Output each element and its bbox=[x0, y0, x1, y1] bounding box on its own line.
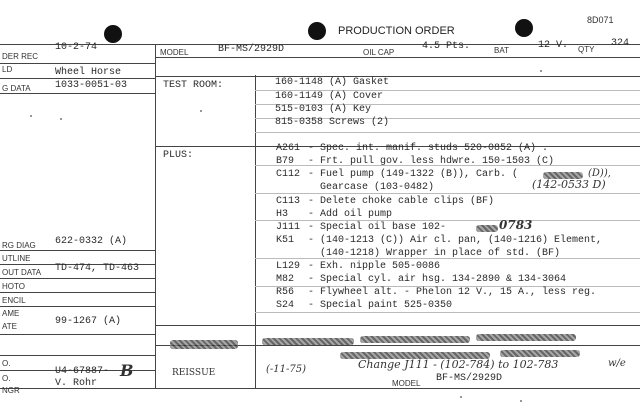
plus-item-code: C112 bbox=[276, 169, 301, 180]
left-column-divider bbox=[155, 44, 156, 388]
out-data-value: TD-474, TD-463 bbox=[55, 263, 140, 274]
left-rule-1 bbox=[0, 63, 155, 64]
out-data-label: OUT DATA bbox=[2, 268, 42, 277]
no2-handwritten-letter: B bbox=[120, 361, 134, 380]
scribbled-note bbox=[262, 338, 354, 345]
order-rec-label: DER REC bbox=[2, 52, 39, 61]
model-label: MODEL bbox=[160, 48, 189, 57]
photo-label: HOTO bbox=[2, 282, 25, 291]
no2-label: O. bbox=[2, 374, 11, 383]
form-title: PRODUCTION ORDER bbox=[338, 25, 455, 37]
plate-label: ATE bbox=[2, 322, 17, 331]
scribbled-note bbox=[500, 350, 580, 357]
punch-hole-1 bbox=[104, 25, 122, 43]
oil-cap-value: 4.5 Pts. bbox=[422, 41, 471, 52]
plus-label: PLUS: bbox=[163, 150, 194, 161]
plus-item-code: H3 bbox=[276, 209, 289, 220]
plus-item-text: - Special paint 525-0350 bbox=[308, 300, 453, 311]
qty-label: QTY bbox=[578, 45, 595, 54]
struck-out-text bbox=[476, 225, 498, 232]
plus-item-text: Gearcase (103-0482) bbox=[320, 182, 435, 193]
test-room-item: 160-1149 (A) Cover bbox=[275, 91, 384, 102]
change-note: Change J111 - (102-784) to 102-783 bbox=[358, 358, 559, 371]
rg-diag-value: 622-0332 (A) bbox=[55, 236, 128, 247]
plus-item-text: - Flywheel alt. - Phelon 12 V., 15 A., less reg. bbox=[308, 287, 597, 298]
ngr-label: NGR bbox=[2, 386, 20, 395]
oil-cap-label: OIL CAP bbox=[363, 48, 395, 57]
left-rule-4 bbox=[0, 250, 155, 251]
left-rule-7 bbox=[0, 292, 155, 293]
g-data-value: 1033-0051-03 bbox=[55, 80, 128, 91]
ld-value: Wheel Horse bbox=[55, 67, 122, 78]
left-rule-10 bbox=[0, 355, 155, 356]
plus-item-text: - Add oil pump bbox=[308, 209, 393, 220]
scribbled-signature bbox=[170, 340, 238, 349]
plus-item-text: (140-1218) Wrapper in place of std. (BF) bbox=[320, 248, 561, 259]
no2-value: U4-67887- bbox=[55, 366, 110, 377]
plus-item-text: - Spec. int. manif. studs 520-0852 (A) . bbox=[308, 143, 549, 154]
left-rule-6 bbox=[0, 278, 155, 279]
test-room-item: 160-1148 (A) Gasket bbox=[275, 77, 390, 88]
speck bbox=[60, 118, 62, 120]
row-line bbox=[255, 312, 640, 313]
model-rule bbox=[155, 57, 640, 58]
plus-item-code: M82 bbox=[276, 274, 295, 285]
ngr-value: V. Rohr bbox=[55, 378, 98, 389]
punch-hole-3 bbox=[515, 19, 533, 37]
plus-item-code: R56 bbox=[276, 287, 295, 298]
test-room-item: 515-0103 (A) Key bbox=[275, 104, 372, 115]
speck bbox=[520, 400, 522, 402]
row-line bbox=[255, 132, 640, 133]
scribbled-note bbox=[476, 334, 576, 341]
reissue-date: (-11-75) bbox=[266, 364, 307, 375]
plus-item-code: B79 bbox=[276, 156, 295, 167]
left-rule-9 bbox=[0, 334, 155, 335]
plus-item-code: C113 bbox=[276, 196, 301, 207]
plus-item-text: - Special cyl. air hsg. 134-2890 & 134-3064 bbox=[308, 274, 567, 285]
stencil-label: ENCIL bbox=[2, 296, 26, 305]
left-rule-3 bbox=[0, 93, 155, 94]
plus-item-code: J111 bbox=[276, 222, 301, 233]
speck bbox=[460, 396, 462, 398]
row-line bbox=[255, 193, 640, 194]
form-number: 8D071 bbox=[587, 15, 614, 25]
speck bbox=[540, 70, 542, 72]
plus-item-code: L129 bbox=[276, 261, 301, 272]
plus-item-code: S24 bbox=[276, 300, 295, 311]
row-rule-3 bbox=[155, 325, 640, 326]
ld-label: LD bbox=[2, 65, 13, 74]
no-label: O. bbox=[2, 359, 11, 368]
left-rule-2 bbox=[0, 78, 155, 79]
reissue-label: REISSUE bbox=[172, 368, 216, 378]
speck bbox=[30, 115, 32, 117]
oil-base-handwritten: 0783 bbox=[499, 218, 533, 232]
carb-handwritten-suffix: (D)), bbox=[588, 168, 611, 179]
test-room-label: TEST ROOM: bbox=[163, 80, 224, 91]
carb-handwritten-number: (142-0533 D) bbox=[532, 178, 606, 191]
label-column-divider bbox=[255, 75, 256, 388]
bat-value: 12 V. bbox=[538, 40, 569, 51]
punch-hole-2 bbox=[308, 22, 326, 40]
row-rule-1 bbox=[155, 76, 640, 77]
plate-value: 99-1267 (A) bbox=[55, 316, 122, 327]
footer-model-value: BF-MS/2929D bbox=[436, 373, 503, 384]
test-room-item: 815-0358 Screws (2) bbox=[275, 117, 390, 128]
model-value: BF-MS/2929D bbox=[218, 44, 285, 55]
row-line bbox=[255, 220, 640, 221]
plus-item-text: - Frt. pull gov. less hdwre. 150-1503 (C) bbox=[308, 156, 555, 167]
rg-diag-label: RG DIAG bbox=[2, 241, 36, 250]
name-label: AME bbox=[2, 309, 20, 318]
speck bbox=[200, 110, 202, 112]
plus-item-code: K51 bbox=[276, 235, 295, 246]
plus-item-text: - Fuel pump (149-1322 (B)), Carb. ( bbox=[308, 169, 519, 180]
plus-item-text: - (140-1213 (C)) Air cl. pan, (140-1216) Element, bbox=[308, 235, 603, 246]
plus-item-text: - Delete choke cable clips (BF) bbox=[308, 196, 495, 207]
left-rule-8 bbox=[0, 306, 155, 307]
scribbled-note bbox=[360, 336, 470, 343]
change-note-suffix: w/e bbox=[608, 358, 626, 369]
footer-model-label: MODEL bbox=[392, 379, 421, 388]
plus-item-text: - Special oil base 102- bbox=[308, 222, 447, 233]
plus-item-code: A261 bbox=[276, 143, 301, 154]
bat-label: BAT bbox=[494, 46, 509, 55]
outline-label: UTLINE bbox=[2, 254, 31, 263]
qty-value: 324 bbox=[611, 38, 630, 49]
order-rec-value: 10-2-74 bbox=[55, 42, 98, 53]
g-data-label: G DATA bbox=[2, 84, 31, 93]
plus-item-text: - Exh. nipple 505-0086 bbox=[308, 261, 441, 272]
